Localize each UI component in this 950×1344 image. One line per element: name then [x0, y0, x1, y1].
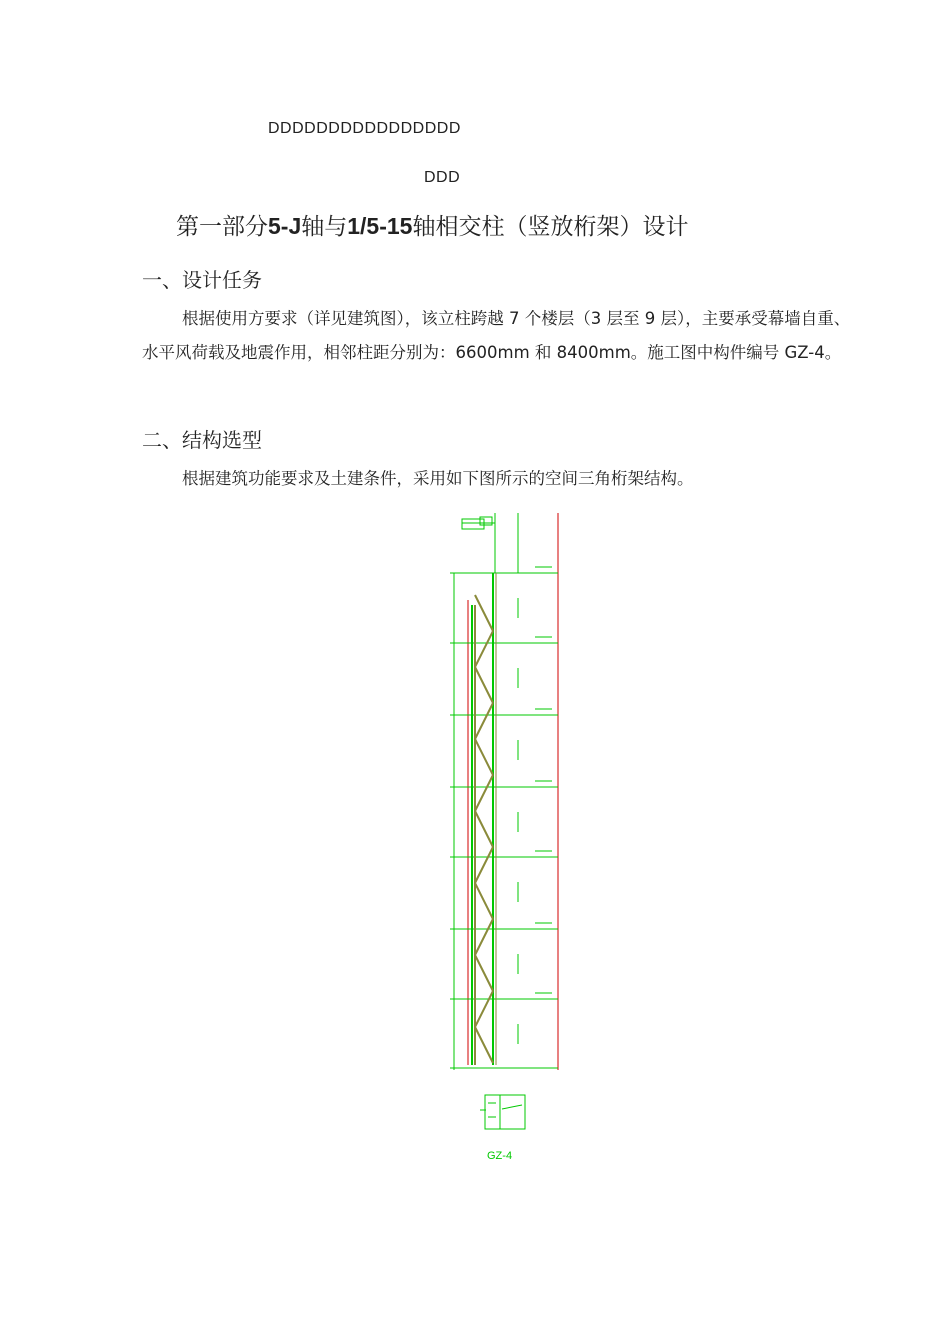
truss-elevation-drawing	[440, 505, 570, 1145]
title-axis-a: 5-J	[268, 213, 302, 239]
truss-web-diagonal	[475, 667, 493, 703]
garbled-header-line-1: DDDDDDDDDDDDDDDD	[268, 120, 461, 137]
truss-web-diagonal	[475, 595, 493, 631]
truss-web-diagonal	[475, 1027, 493, 1063]
truss-web-diagonal	[475, 955, 493, 991]
cap-detail	[462, 519, 484, 529]
truss-web-diagonal	[475, 883, 493, 919]
section-heading-structure-selection: 二、结构选型	[142, 428, 262, 452]
paragraph-structure-selection: 根据建筑功能要求及土建条件，采用如下图所示的空间三角桁架结构。	[182, 469, 694, 488]
cap-detail	[480, 517, 492, 525]
figure-caption: GZ-4	[487, 1150, 513, 1162]
truss-web-diagonal	[475, 991, 493, 1027]
truss-web-diagonal	[475, 631, 493, 667]
paragraph-design-task: 根据使用方要求（详见建筑图），该立柱跨越 7 个楼层（3 层至 9 层），主要承受幕墙自重、水平风荷载及地震作用，相邻柱距分别为：6600mm 和 8400mm。施工图中构件编号 GZ-4。	[142, 309, 851, 362]
base-detail	[485, 1095, 525, 1129]
truss-web-diagonal	[475, 811, 493, 847]
section-heading-design-task: 一、设计任务	[142, 268, 262, 292]
title-part-e: 轴相交柱（竖放桁架）设计	[412, 214, 689, 240]
truss-web-diagonal	[475, 775, 493, 811]
truss-web-diagonal	[475, 703, 493, 739]
base-detail-line	[502, 1105, 522, 1109]
title-part-c: 轴与	[301, 214, 348, 240]
title-part-a: 第一部分	[176, 214, 268, 240]
title-axis-b: 1/5-15	[347, 213, 413, 239]
truss-web-diagonal	[475, 847, 493, 883]
page-title	[176, 208, 688, 241]
truss-web-diagonal	[475, 919, 493, 955]
garbled-header-line-2: DDD	[424, 169, 461, 186]
truss-web-diagonal	[475, 739, 493, 775]
